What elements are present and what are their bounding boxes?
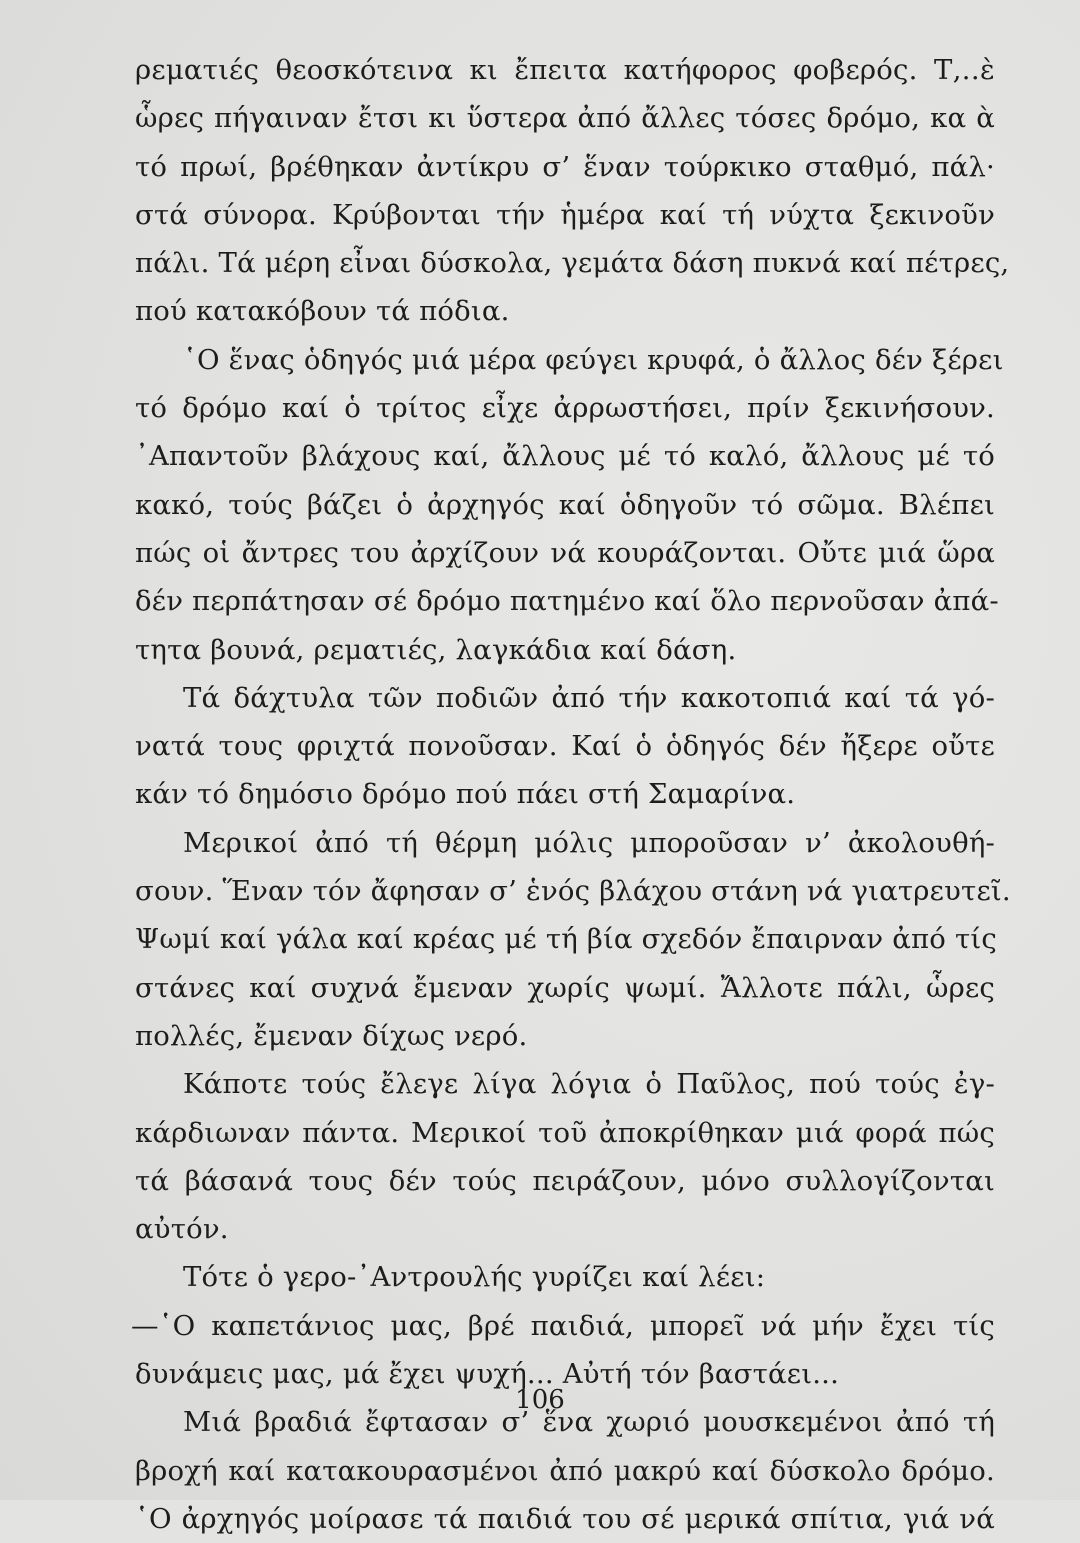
text-line: ᾿Απαντοῦν βλάχους καί, ἄλλους μέ τό καλό, ἄλλους μέ τό: [135, 440, 995, 473]
text-line: κακό, τούς βάζει ὁ ἀρχηγός καί ὁδηγοῦν τό σῶμα. Βλέπει: [135, 488, 995, 521]
text-line: πώς οἱ ἄντρες του ἀρχίζουν νά κουράζονται. Οὔτε μιά ὥρα: [135, 536, 995, 569]
text-line: Κάποτε τούς ἔλεγε λίγα λόγια ὁ Παῦλος, πού τούς ἐγ-: [183, 1068, 995, 1101]
text-line: στά σύνορα. Κρύβονται τήν ἡμέρα καί τή νύχτα ξεκινοῦν: [135, 198, 995, 231]
text-line: Ψωμί καί γάλα καί κρέας μέ τή βία σχεδόν ἔπαιρναν ἀπό τίς: [135, 923, 997, 956]
text-line: τό δρόμο καί ὁ τρίτος εἶχε ἀρρωστήσει, πρίν ξεκινήσουν.: [135, 392, 995, 425]
text-line: Τά δάχτυλα τῶν ποδιῶν ἀπό τήν κακοτοπιά καί τά γό-: [183, 681, 995, 714]
text-line: πολλές, ἔμεναν δίχως νερό.: [135, 1019, 528, 1052]
text-line: αὐτόν.: [135, 1213, 229, 1246]
text-line: πού κατακόβουν τά πόδια.: [135, 295, 510, 328]
text-line: δέν περπάτησαν σέ δρόμο πατημένο καί ὅλο περνοῦσαν ἀπά-: [135, 585, 999, 618]
text-line: νατά τους φριχτά πονοῦσαν. Καί ὁ ὁδηγός δέν ἤξερε οὔτε: [135, 730, 995, 763]
text-line: σουν. Ἕναν τόν ἄφησαν σ’ ἑνός βλάχου στάνη νά γιατρευτεῖ.: [135, 875, 1011, 908]
text-line: Μερικοί ἀπό τή θέρμη μόλις μποροῦσαν ν’ ἀκολουθή-: [183, 826, 995, 859]
text-line: πάλι. Τά μέρη εἶναι δύσκολα, γεμάτα δάση πυκνά καί πέτρες,: [135, 247, 1010, 280]
text-line: τό πρωί, βρέθηκαν ἀντίκρυ σ’ ἕναν τούρκικο σταθμό, πάλ·: [135, 150, 995, 183]
text-line: ρεματιές θεοσκότεινα κι ἔπειτα κατήφορος φοβερός. Τ‚‥ὲ: [135, 54, 995, 86]
text-line: Μιά βραδιά ἔφτασαν σ’ ἕνα χωριό μουσκεμένοι ἀπό τή: [183, 1406, 995, 1439]
text-line: στάνες καί συχνά ἔμεναν χωρίς ψωμί. Ἄλλοτε πάλι, ὧρες: [135, 971, 995, 1004]
text-line: τά βάσανά τους δέν τούς πειράζουν, μόνο συλλογίζονται: [135, 1164, 995, 1197]
page-number: 106: [515, 1385, 565, 1415]
text-line: τητα βουνά, ρεματιές, λαγκάδια καί δάση.: [135, 633, 737, 666]
text-line: ῾Ο ἕνας ὁδηγός μιά μέρα φεύγει κρυφά, ὁ ἄλλος δέν ξέρει: [183, 343, 1004, 376]
text-line: δυνάμεις μας, μά ἔχει ψυχή... Αὐτή τόν βαστάει...: [135, 1358, 840, 1391]
text-line: κάν τό δημόσιο δρόμο πού πάει στή Σαμαρίνα.: [135, 778, 796, 811]
text-line: κάρδιωναν πάντα. Μερικοί τοῦ ἀποκρίθηκαν μιά φορά πώς: [135, 1116, 995, 1149]
text-line: —῾Ο καπετάνιος μας, βρέ παιδιά, μπορεῖ νά μήν ἔχει τίς: [131, 1309, 995, 1342]
text-line: ὧρες πήγαιναν ἔτσι κι ὕστερα ἀπό ἄλλες τόσες δρόμο, κα ὰ: [135, 102, 995, 135]
text-line: Τότε ὁ γερο-᾿Αντρουλής γυρίζει καί λέει:: [183, 1261, 766, 1294]
text-line: ῾Ο ἀρχηγός μοίρασε τά παιδιά του σέ μερικά σπίτια, γιά νά: [135, 1502, 995, 1535]
body-text: [131, 46, 1011, 1543]
text-line: βροχή καί κατακουρασμένοι ἀπό μακρύ καί δύσκολο δρόμο.: [135, 1454, 995, 1487]
